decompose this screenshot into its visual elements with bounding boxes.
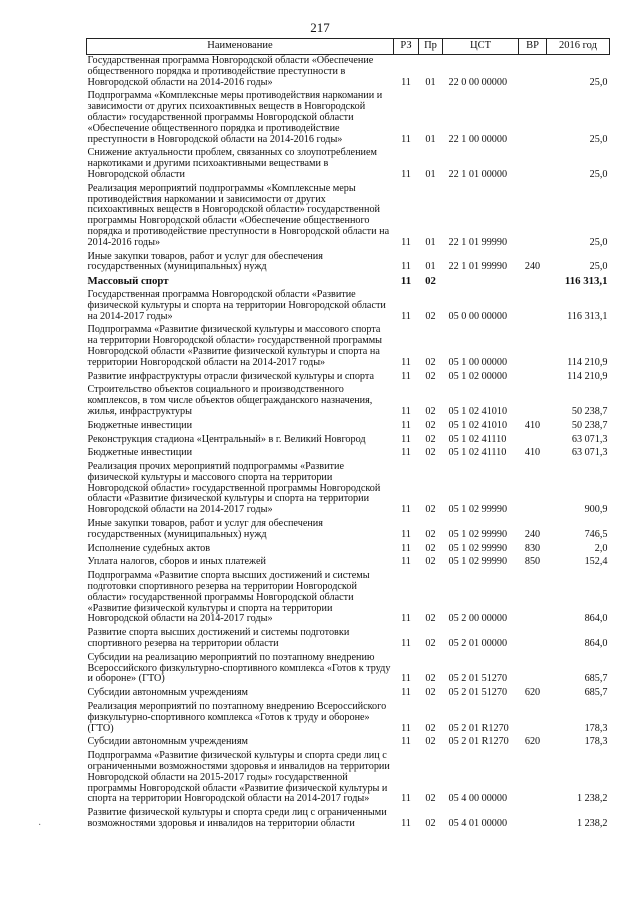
header-vr: ВР: [519, 39, 547, 55]
cell-cst: 05 1 02 00000: [448, 370, 508, 382]
cell-sum: 50 238,7: [571, 419, 608, 431]
cell-pr: 01: [425, 168, 436, 180]
cell-sum: 685,7: [584, 673, 608, 685]
table-row: [87, 275, 610, 289]
cell-sum: 114 210,9: [567, 370, 608, 382]
cell-name: Реализация мероприятий по поэтапному внедрению Всероссийского физкультурно-спортивного комплекса «Готов к труду и обороне» (ГТО): [87, 701, 387, 734]
cell-name: Реконструкция стадиона «Центральный» в г. Великий Новгород: [87, 433, 366, 445]
cell-pr: 01: [425, 76, 436, 88]
cell-name: Бюджетные инвестиции: [87, 447, 193, 459]
table-row: [87, 55, 610, 91]
table-row: [87, 570, 610, 627]
cell-pr: 02: [425, 722, 436, 734]
cell-cst: 05 1 02 99990: [448, 528, 508, 540]
cell-cst: 05 2 01 R1270: [448, 722, 509, 734]
cell-vr: [519, 289, 547, 324]
table-row: [87, 251, 610, 276]
table-row: [87, 701, 610, 736]
cell-pr: 01: [425, 261, 436, 273]
cell-rz: 11: [401, 673, 411, 685]
table-row: [87, 183, 610, 251]
cell-sum: 116 313,1: [567, 310, 608, 322]
table-row: [87, 324, 610, 370]
cell-cst: 05 2 01 R1270: [448, 736, 509, 748]
table-row: [87, 687, 610, 701]
cell-rz: 11: [401, 168, 411, 180]
cell-vr: 410: [524, 419, 541, 431]
cell-cst: 05 2 01 00000: [448, 638, 508, 650]
cell-cst: 22 0 00 00000: [448, 76, 508, 88]
cell-rz: 11: [401, 722, 411, 734]
cell-name: Подпрограмма «Комплексные меры противодействия наркомании и зависимости от других психоактивных веществ в Новгородской области» государственной программы Новгородской области «Обеспечение общественного порядка и противодействие преступности в Новгородской области на 2014-2016 годы»: [87, 90, 383, 145]
cell-sum: 1 238,2: [576, 818, 608, 829]
cell-name: Субсидии автономным учреждениям: [87, 736, 248, 748]
header-sum: 2016 год: [547, 39, 610, 55]
cell-vr: 850: [524, 556, 541, 568]
table-row: [87, 652, 610, 687]
cell-pr: 02: [425, 504, 436, 516]
table-row: [87, 90, 610, 147]
cell-vr: 410: [524, 447, 541, 459]
cell-vr: [519, 275, 547, 289]
table-body: [87, 55, 610, 832]
cell-cst: 22 1 01 99990: [448, 236, 508, 248]
cell-vr: [519, 90, 547, 147]
cell-cst: 05 2 01 51270: [448, 687, 508, 699]
cell-pr: 01: [425, 236, 436, 248]
table-row: [87, 461, 610, 518]
cell-rz: 11: [401, 76, 411, 88]
cell-cst: 05 4 00 00000: [448, 793, 508, 805]
cell-rz: 11: [401, 687, 411, 699]
cell-vr: [519, 807, 547, 832]
cell-rz: 11: [401, 542, 411, 554]
cell-pr: 02: [425, 310, 436, 322]
cell-cst: 05 2 00 00000: [448, 613, 508, 625]
cell-cst: 05 1 02 41010: [448, 419, 508, 431]
cell-name: Снижение актуальности проблем, связанных со злоупотреблением наркотиками и другими психоактивными веществами в Новгородской области: [87, 147, 377, 180]
cell-pr: 02: [425, 275, 436, 288]
cell-name: Массовый спорт: [87, 275, 169, 288]
cell-name: Развитие спорта высших достижений и системы подготовки спортивного резерва на территории области: [87, 627, 350, 650]
cell-name: Развитие физической культуры и спорта среди лиц с ограниченными возможностями здоровья и инвалидов на территории области: [87, 807, 387, 829]
cell-rz: 11: [401, 793, 411, 805]
cell-pr: 02: [425, 687, 436, 699]
cell-vr: [519, 461, 547, 518]
cell-name: Иные закупки товаров, работ и услуг для обеспечения государственных (муниципальных) нужд: [87, 250, 323, 273]
table-row: [87, 750, 610, 807]
cell-vr: [519, 434, 547, 448]
cell-rz: 11: [401, 236, 411, 248]
cell-sum: 63 071,3: [571, 433, 608, 445]
cell-name: Уплата налогов, сборов и иных платежей: [87, 556, 266, 568]
table-row: [87, 556, 610, 570]
cell-pr: 02: [425, 419, 436, 431]
table-row: [87, 447, 610, 461]
cell-vr: [519, 371, 547, 385]
cell-sum: 25,0: [589, 236, 608, 248]
cell-sum: 178,3: [584, 736, 608, 748]
cell-pr: 01: [425, 133, 436, 145]
cell-cst: 05 1 02 41110: [448, 447, 507, 459]
cell-vr: [519, 750, 547, 807]
table-row: [87, 518, 610, 543]
cell-pr: 02: [425, 447, 436, 459]
cell-name: Исполнение судебных актов: [87, 542, 211, 554]
cell-cst: 05 1 02 99990: [448, 542, 508, 554]
cell-cst: 05 1 02 41010: [448, 405, 508, 417]
header-cst: ЦСТ: [443, 39, 519, 55]
cell-rz: 11: [401, 736, 411, 748]
cell-pr: 02: [425, 793, 436, 805]
cell-cst: 05 1 00 00000: [448, 356, 508, 368]
cell-pr: 02: [425, 818, 436, 829]
cell-sum: 25,0: [589, 168, 608, 180]
table-row: [87, 543, 610, 557]
table-row: [87, 147, 610, 182]
cell-vr: [519, 183, 547, 251]
cell-rz: 11: [401, 133, 411, 145]
cell-vr: 830: [524, 542, 541, 554]
table-row: [87, 434, 610, 448]
cell-cst: 05 1 02 99990: [448, 556, 508, 568]
cell-cst: 05 1 02 99990: [448, 504, 508, 516]
cell-name: Иные закупки товаров, работ и услуг для обеспечения государственных (муниципальных) нужд: [87, 518, 323, 540]
cell-rz: 11: [401, 613, 411, 625]
cell-sum: 25,0: [589, 133, 608, 145]
cell-vr: 620: [524, 736, 541, 748]
cell-pr: 02: [425, 673, 436, 685]
cell-rz: 11: [401, 433, 411, 445]
cell-pr: 02: [425, 542, 436, 554]
cell-pr: 02: [425, 613, 436, 625]
cell-rz: 11: [401, 261, 411, 273]
cell-name: Государственная программа Новгородской области «Обеспечение общественного порядка и противодействие преступности в Новгородской области на 2014-2016 годы»: [87, 55, 374, 88]
header-pr: Пр: [419, 39, 443, 55]
cell-sum: 152,4: [584, 556, 608, 568]
cell-pr: 02: [425, 405, 436, 417]
cell-vr: 240: [524, 528, 541, 540]
cell-pr: 02: [425, 736, 436, 748]
table-row: [87, 736, 610, 750]
cell-cst: 22 1 01 99990: [448, 261, 508, 273]
cell-name: Развитие инфраструктуры отрасли физической культуры и спорта: [87, 370, 374, 382]
cell-cst: 05 0 00 00000: [448, 310, 508, 322]
header-rz: РЗ: [394, 39, 419, 55]
cell-name: Бюджетные инвестиции: [87, 419, 193, 431]
cell-vr: [519, 55, 547, 91]
cell-sum: 116 313,1: [564, 275, 608, 288]
cell-cst: 05 4 01 00000: [448, 818, 508, 829]
cell-sum: 25,0: [589, 261, 608, 273]
cell-rz: 11: [401, 556, 411, 568]
cell-rz: 11: [401, 370, 411, 382]
cell-sum: 864,0: [584, 638, 608, 650]
cell-pr: 02: [425, 433, 436, 445]
table-row: [87, 384, 610, 419]
cell-sum: 1 238,2: [576, 793, 608, 805]
cell-rz: 11: [401, 310, 411, 322]
cell-pr: 02: [425, 638, 436, 650]
cell-cst: 22 1 00 00000: [448, 133, 508, 145]
cell-sum: 2,0: [594, 542, 608, 554]
cell-vr: [519, 570, 547, 627]
page-number: 217: [310, 20, 330, 35]
cell-name: Государственная программа Новгородской области «Развитие физической культуры и спорта на территории Новгородской области на 2014-2017 годы»: [87, 288, 386, 322]
cell-rz: 11: [401, 447, 411, 459]
cell-name: Подпрограмма «Развитие физической культуры и массового спорта на территории Новгородской области» государственной программы Новгородской области «Развитие физической культуры и спорта на территории Новгородской области на 2014-2017 годы»: [87, 324, 383, 368]
cell-rz: 11: [401, 528, 411, 540]
cell-name: Субсидии автономным учреждениям: [87, 687, 248, 699]
cell-vr: [519, 652, 547, 687]
margin-mark: ·: [38, 820, 42, 831]
cell-name: Подпрограмма «Развитие физической культуры и спорта среди лиц с ограниченными возможностями здоровья и инвалидов на территории Новгородской области на 2015-2017 годы» государственной программы Новгородской области «Развитие физической культуры и спорта на территории Новгородской области на 2014-2017 годы»: [87, 750, 390, 805]
table-row: [87, 371, 610, 385]
cell-name: Субсидии на реализацию мероприятий по поэтапному внедрению Всероссийского физкультурно-спортивного комплекса «Готов к труду и обороне» (ГТО): [87, 651, 391, 685]
cell-vr: [519, 324, 547, 370]
header-name: Наименование: [87, 39, 394, 55]
table-row: [87, 807, 610, 832]
cell-sum: 63 071,3: [571, 447, 608, 459]
table-row: [87, 627, 610, 652]
cell-vr: 620: [524, 687, 541, 699]
cell-sum: 178,3: [584, 722, 608, 734]
cell-name: Реализация прочих мероприятий подпрограммы «Развитие физической культуры и массового спорта на территории Новгородской области» государственной программы Новгородской области «Развитие физической культуры и спорта на территории Новгородской области на 2014-2017 годы»: [87, 461, 381, 516]
cell-name: Реализация мероприятий подпрограммы «Комплексные меры противодействия наркомании и зависимости от других психоактивных веществ в Новгородской области» государственной программы Новгородской области «Обеспечение общественного порядка и противодействие преступности в Новгородской области на 2014-2016 годы»: [87, 182, 390, 248]
cell-vr: [519, 627, 547, 652]
table-row: [87, 420, 610, 434]
cell-rz: 11: [401, 356, 411, 368]
cell-sum: 864,0: [584, 613, 608, 625]
cell-sum: 114 210,9: [567, 356, 608, 368]
cell-vr: [519, 701, 547, 736]
cell-vr: 240: [524, 261, 541, 273]
cell-vr: [519, 147, 547, 182]
cell-rz: 11: [400, 275, 412, 288]
cell-pr: 02: [425, 528, 436, 540]
cell-cst: 22 1 01 00000: [448, 168, 508, 180]
table-row: [87, 289, 610, 324]
cell-name: Подпрограмма «Развитие спорта высших достижений и системы подготовки спортивного резерва на территории Новгородской области» государственной программы Новгородской области «Развитие физической культуры и спорта на территории Новгородской области на 2014-2017 годы»: [87, 570, 370, 625]
cell-rz: 11: [401, 638, 411, 650]
cell-rz: 11: [401, 818, 411, 829]
cell-name: Строительство объектов социального и производственного комплексов, в том числе объектов общегражданского назначения, жилья, инфраструктуры: [87, 384, 373, 417]
cell-rz: 11: [401, 504, 411, 516]
cell-pr: 02: [425, 370, 436, 382]
table-header-row: [87, 39, 610, 55]
cell-sum: 900,9: [584, 504, 608, 516]
cell-cst: 05 1 02 41110: [448, 433, 507, 445]
cell-rz: 11: [401, 405, 411, 417]
cell-sum: 746,5: [584, 528, 608, 540]
cell-pr: 02: [425, 356, 436, 368]
cell-sum: 25,0: [589, 76, 608, 88]
cell-vr: [519, 384, 547, 419]
cell-sum: 685,7: [584, 687, 608, 699]
cell-sum: 50 238,7: [571, 405, 608, 417]
cell-rz: 11: [401, 419, 411, 431]
budget-table: [86, 38, 610, 832]
cell-cst: [443, 275, 519, 289]
cell-cst: 05 2 01 51270: [448, 673, 508, 685]
cell-pr: 02: [425, 556, 436, 568]
